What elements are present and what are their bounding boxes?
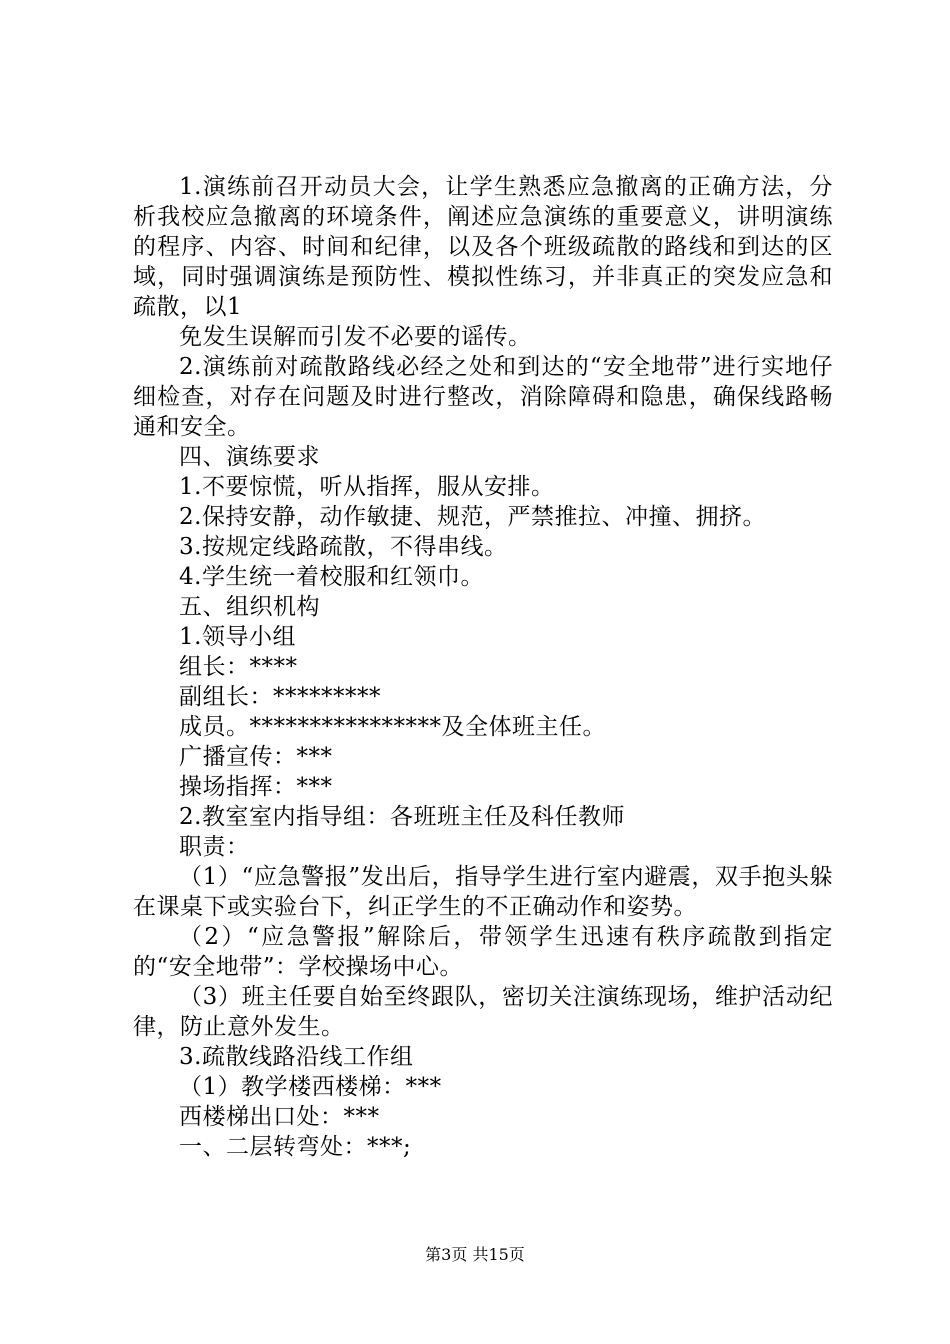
paragraph: 2.教室室内指导组：各班班主任及科任教师 (179, 804, 625, 830)
paragraph: 1.领导小组 (179, 624, 296, 650)
paragraph: 2.演练前对疏散路线必经之处和到达的“安全地带”进行实地仔细检查，对存在问题及时进行整改，消除障碍和隐患，确保线路畅通和安全。 (133, 354, 833, 440)
paragraph: （3）班主任要自始至终跟队，密切关注演练现场，维护活动纪律，防止意外发生。 (133, 984, 833, 1040)
paragraph: 职责： (179, 834, 250, 860)
paragraph: 副组长：********* (179, 684, 381, 710)
paragraph: 1.演练前召开动员大会，让学生熟悉应急撤离的正确方法，分析我校应急撤离的环境条件，阐述应急演练的重要意义，讲明演练的程序、内容、时间和纪律，以及各个班级疏散的路线和到达的区域，同时强调演练是预防性、模拟性练习，并非真正的突发应急和疏散，以1 (133, 174, 833, 320)
paragraph: 1.不要惊慌，听从指挥，服从安排。 (179, 474, 555, 500)
page-footer: 第3页 共15页 (425, 1245, 525, 1264)
paragraph: 3.按规定线路疏散，不得串线。 (179, 534, 508, 560)
paragraph: 西楼梯出口处：*** (179, 1104, 380, 1130)
paragraph: （2）“应急警报”解除后，带领学生迅速有秩序疏散到指定的“安全地带”：学校操场中心。 (133, 924, 833, 980)
paragraph: 成员。****************及全体班主任。 (179, 714, 606, 740)
paragraph: 3.疏散线路沿线工作组 (179, 1044, 414, 1070)
paragraph: 组长：**** (179, 654, 298, 680)
section-heading: 四、演练要求 (179, 444, 320, 470)
section-heading: 五、组织机构 (179, 594, 320, 620)
paragraph: 广播宣传：*** (179, 744, 333, 770)
paragraph: 免发生误解而引发不必要的谣传。 (179, 324, 532, 350)
paragraph: （1）“应急警报”发出后，指导学生进行室内避震，双手抱头躲在课桌下或实验台下，纠正学生的不正确动作和姿势。 (133, 864, 833, 920)
paragraph: （1）教学楼西楼梯：*** (179, 1074, 442, 1100)
paragraph: 一、二层转弯处：***; (179, 1134, 412, 1160)
paragraph: 2.保持安静，动作敏捷、规范，严禁推拉、冲撞、拥挤。 (179, 504, 766, 530)
document-body (133, 172, 833, 1162)
paragraph: 4.学生统一着校服和红领巾。 (179, 564, 484, 590)
paragraph: 操场指挥：*** (179, 774, 333, 800)
